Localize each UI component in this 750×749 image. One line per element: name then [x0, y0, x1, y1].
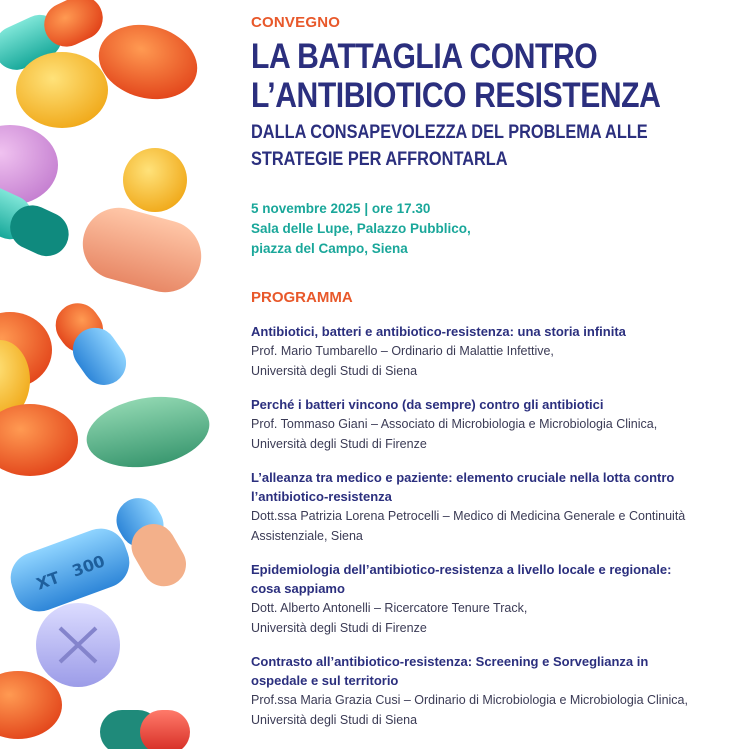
talk-title-line: L’alleanza tra medico e paziente: elemento cruciale nella lotta contro	[251, 470, 675, 485]
talk-title-line: Epidemiologia dell’antibiotico-resistenza a livello locale e regionale:	[251, 562, 672, 577]
event-subtitle	[251, 119, 672, 173]
talk-speaker-line: Prof. Mario Tumbarello – Ordinario di Malattie Infettive,	[251, 344, 554, 358]
talk-title	[251, 322, 741, 341]
talk-title-line: Perché i batteri vincono (da sempre) contro gli antibiotici	[251, 397, 604, 412]
talk-title	[251, 468, 741, 506]
talk-title-line: l’antibiotico-resistenza	[251, 489, 392, 504]
orange-oval-pill	[90, 14, 205, 109]
program-item	[251, 560, 741, 638]
event-title	[251, 37, 672, 115]
orange-oval-left-2	[0, 404, 78, 476]
program-list	[251, 322, 741, 730]
talk-speaker	[251, 506, 741, 546]
talk-title-line: Antibiotici, batteri e antibiotico-resistenza: una storia infinita	[251, 324, 626, 339]
talk-title-line: cosa sappiamo	[251, 581, 345, 596]
main-content	[251, 14, 741, 730]
talk-title-line: Contrasto all’antibiotico-resistenza: Screening e Sorveglianza in	[251, 654, 649, 669]
program-item	[251, 395, 741, 454]
salmon-tablet	[75, 200, 210, 301]
talk-title	[251, 560, 741, 598]
program-item	[251, 652, 741, 730]
talk-title	[251, 652, 741, 690]
talk-speaker-line: Università degli Studi di Firenze	[251, 437, 427, 451]
talk-title-line: ospedale e sul territorio	[251, 673, 399, 688]
event-date-time: 5 novembre 2025 | ore 17.30	[251, 201, 431, 216]
talk-speaker-line: Università degli Studi di Firenze	[251, 621, 427, 635]
talk-speaker-line: Università degli Studi di Siena	[251, 364, 418, 378]
talk-title	[251, 395, 741, 414]
title-line: LA BATTAGLIA CONTRO	[251, 37, 598, 76]
orange-oval-bottom	[0, 671, 62, 739]
talk-speaker	[251, 414, 741, 454]
talk-speaker-line: Prof.ssa Maria Grazia Cusi – Ordinario di Microbiologia e Microbiologia Clinica,	[251, 693, 688, 707]
title-line: L’ANTIBIOTICO RESISTENZA	[251, 76, 661, 115]
green-oval-tablet	[81, 388, 215, 476]
talk-speaker-line: Dott. Alberto Antonelli – Ricercatore Tenure Track,	[251, 601, 528, 615]
event-address: piazza del Campo, Siena	[251, 241, 408, 256]
event-venue: Sala delle Lupe, Palazzo Pubblico,	[251, 221, 471, 236]
talk-speaker-line: Dott.ssa Patrizia Lorena Petrocelli – Medico di Medicina Generale e Continuità	[251, 509, 686, 523]
talk-speaker	[251, 598, 741, 638]
pill-imprint-a: XT	[33, 567, 63, 594]
yellow-ball-pill	[123, 148, 187, 212]
pill-imprint-b: 300	[69, 551, 108, 581]
event-details	[251, 199, 741, 259]
program-item	[251, 322, 741, 381]
talk-speaker	[251, 690, 741, 730]
pills-illustration	[0, 0, 215, 749]
talk-speaker-line: Prof. Tommaso Giani – Associato di Microbiologia e Microbiologia Clinica,	[251, 417, 658, 431]
talk-speaker-line: Assistenziale, Siena	[251, 529, 363, 543]
capsule-orange-blue	[47, 295, 135, 394]
talk-speaker-line: Università degli Studi di Siena	[251, 713, 418, 727]
program-heading: PROGRAMMA	[251, 289, 353, 306]
subtitle-line: DALLA CONSAPEVOLEZZA DEL PROBLEMA ALLE	[251, 122, 648, 143]
yellow-oval-pill	[16, 52, 108, 128]
subtitle-line: STRATEGIE PER AFFRONTARLA	[251, 149, 508, 170]
event-type-label: CONVEGNO	[251, 14, 341, 31]
program-item	[251, 468, 741, 546]
capsule-bottom	[100, 710, 190, 749]
talk-speaker	[251, 341, 741, 381]
